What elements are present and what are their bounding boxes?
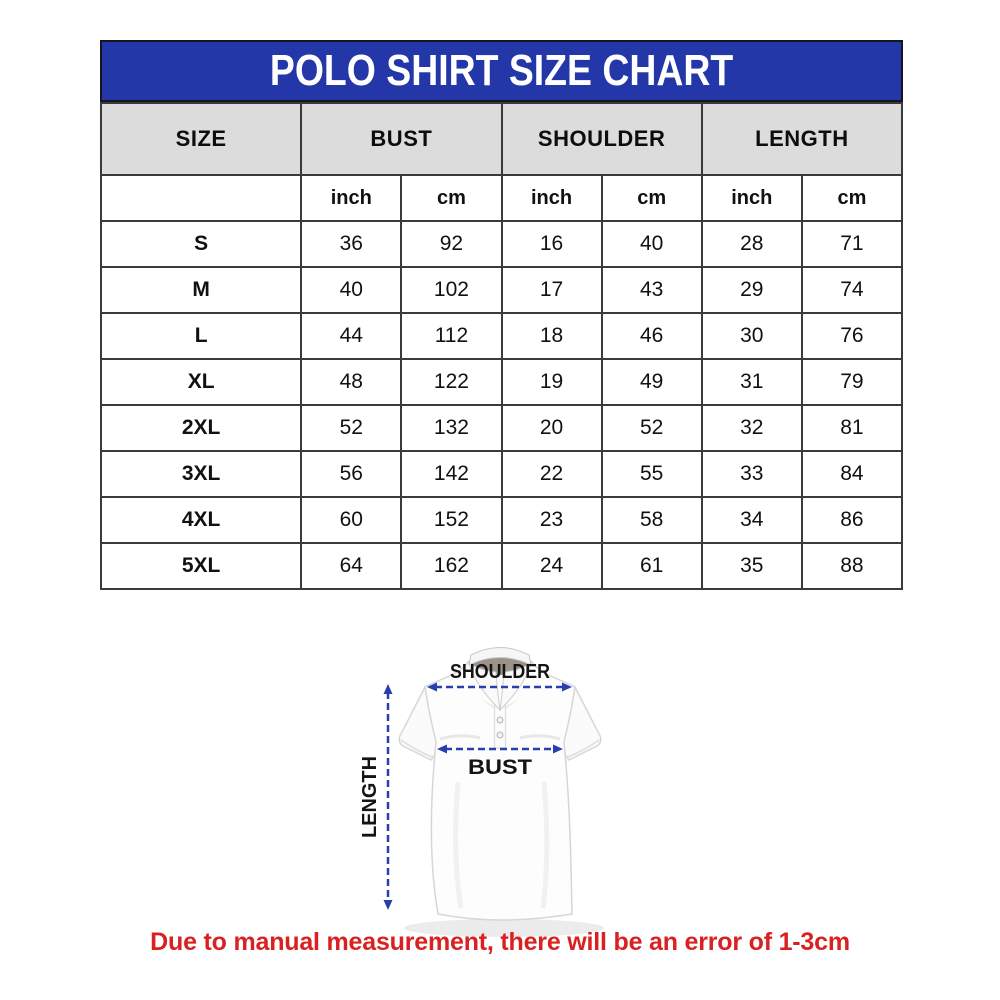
unit-header: cm bbox=[802, 175, 902, 221]
value-cell: 84 bbox=[802, 451, 902, 497]
value-cell: 23 bbox=[502, 497, 602, 543]
value-cell: 132 bbox=[401, 405, 501, 451]
value-cell: 61 bbox=[602, 543, 702, 589]
value-cell: 16 bbox=[502, 221, 602, 267]
size-chart-panel bbox=[100, 40, 903, 590]
size-cell: XL bbox=[101, 359, 301, 405]
value-cell: 58 bbox=[602, 497, 702, 543]
value-cell: 29 bbox=[702, 267, 802, 313]
value-cell: 31 bbox=[702, 359, 802, 405]
table-row-s bbox=[101, 221, 902, 267]
table-row-3xl bbox=[101, 451, 902, 497]
length-label: LENGTH bbox=[359, 755, 381, 838]
value-cell: 142 bbox=[401, 451, 501, 497]
table-row-m bbox=[101, 267, 902, 313]
value-cell: 34 bbox=[702, 497, 802, 543]
size-table bbox=[100, 102, 903, 590]
table-row-xl bbox=[101, 359, 902, 405]
table-row-l bbox=[101, 313, 902, 359]
value-cell: 43 bbox=[602, 267, 702, 313]
unit-header-row bbox=[101, 175, 902, 221]
value-cell: 22 bbox=[502, 451, 602, 497]
value-cell: 28 bbox=[702, 221, 802, 267]
table-row-4xl bbox=[101, 497, 902, 543]
bust-label: BUST bbox=[468, 756, 533, 779]
value-cell: 55 bbox=[602, 451, 702, 497]
value-cell: 102 bbox=[401, 267, 501, 313]
value-cell: 17 bbox=[502, 267, 602, 313]
unit-header: inch bbox=[702, 175, 802, 221]
value-cell: 36 bbox=[301, 221, 401, 267]
button-icon bbox=[497, 732, 503, 738]
table-row-5xl bbox=[101, 543, 902, 589]
value-cell: 33 bbox=[702, 451, 802, 497]
value-cell: 112 bbox=[401, 313, 501, 359]
value-cell: 122 bbox=[401, 359, 501, 405]
value-cell: 30 bbox=[702, 313, 802, 359]
value-cell: 152 bbox=[401, 497, 501, 543]
value-cell: 52 bbox=[301, 405, 401, 451]
measurement-disclaimer: Due to manual measurement, there will be an error of 1-3cm bbox=[150, 928, 850, 956]
value-cell: 60 bbox=[301, 497, 401, 543]
value-cell: 71 bbox=[802, 221, 902, 267]
value-cell: 81 bbox=[802, 405, 902, 451]
column-header-bust: BUST bbox=[301, 103, 501, 175]
value-cell: 86 bbox=[802, 497, 902, 543]
value-cell: 40 bbox=[301, 267, 401, 313]
value-cell: 35 bbox=[702, 543, 802, 589]
size-cell: 3XL bbox=[101, 451, 301, 497]
value-cell: 40 bbox=[602, 221, 702, 267]
shoulder-label: SHOULDER bbox=[450, 661, 551, 683]
size-cell: L bbox=[101, 313, 301, 359]
chart-title: POLO SHIRT SIZE CHART bbox=[269, 46, 734, 95]
shirt-body bbox=[425, 661, 575, 920]
value-cell: 92 bbox=[401, 221, 501, 267]
value-cell: 18 bbox=[502, 313, 602, 359]
size-cell: 5XL bbox=[101, 543, 301, 589]
value-cell: 79 bbox=[802, 359, 902, 405]
value-cell: 44 bbox=[301, 313, 401, 359]
shirt-placket bbox=[495, 706, 506, 748]
size-cell: 2XL bbox=[101, 405, 301, 451]
value-cell: 32 bbox=[702, 405, 802, 451]
table-row-2xl bbox=[101, 405, 902, 451]
button-icon bbox=[497, 717, 503, 723]
length-arrow bbox=[384, 684, 393, 910]
unit-header-spacer bbox=[101, 175, 301, 221]
value-cell: 74 bbox=[802, 267, 902, 313]
value-cell: 20 bbox=[502, 405, 602, 451]
value-cell: 76 bbox=[802, 313, 902, 359]
value-cell: 19 bbox=[502, 359, 602, 405]
value-cell: 162 bbox=[401, 543, 501, 589]
value-cell: 56 bbox=[301, 451, 401, 497]
unit-header: inch bbox=[301, 175, 401, 221]
value-cell: 46 bbox=[602, 313, 702, 359]
unit-header: inch bbox=[502, 175, 602, 221]
value-cell: 48 bbox=[301, 359, 401, 405]
value-cell: 49 bbox=[602, 359, 702, 405]
value-cell: 52 bbox=[602, 405, 702, 451]
value-cell: 24 bbox=[502, 543, 602, 589]
group-header-row bbox=[101, 103, 902, 175]
unit-header: cm bbox=[602, 175, 702, 221]
polo-shirt-figure bbox=[340, 642, 660, 950]
column-header-length: LENGTH bbox=[702, 103, 902, 175]
value-cell: 88 bbox=[802, 543, 902, 589]
value-cell: 64 bbox=[301, 543, 401, 589]
size-cell: M bbox=[101, 267, 301, 313]
column-header-size: SIZE bbox=[101, 103, 301, 175]
column-header-shoulder: SHOULDER bbox=[502, 103, 702, 175]
unit-header: cm bbox=[401, 175, 501, 221]
chart-title-bar bbox=[100, 40, 903, 102]
size-cell: 4XL bbox=[101, 497, 301, 543]
size-cell: S bbox=[101, 221, 301, 267]
